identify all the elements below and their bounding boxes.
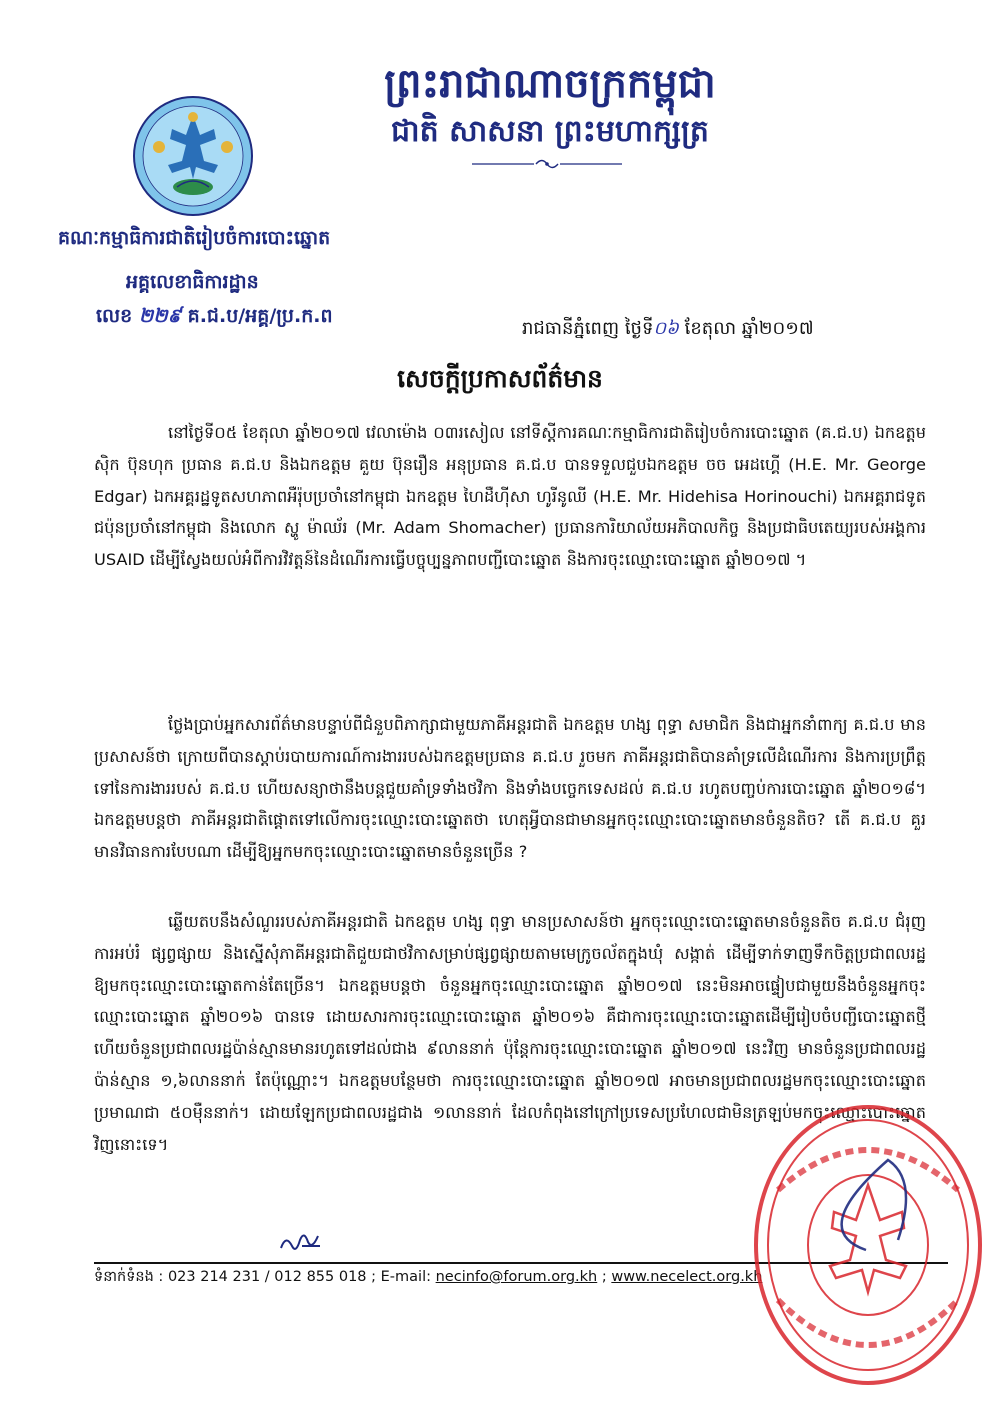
email-label: E-mail: — [380, 1269, 431, 1285]
ref-label: លេខ — [96, 305, 133, 327]
nec-emblem-icon — [132, 95, 254, 217]
dateline — [522, 316, 814, 343]
contact-phones: 023 214 231 / 012 855 018 ; — [167, 1269, 377, 1285]
reference-number — [96, 304, 333, 332]
dateline-prefix: រាជធានីភ្នំពេញ ថ្ងៃទី — [522, 318, 654, 339]
national-motto: ជាតិ សាសនា ព្រះមហាក្សត្រ — [391, 114, 709, 149]
dateline-day: ០៦ — [653, 318, 679, 339]
website-link[interactable]: www.necelect.org.kh — [611, 1269, 763, 1285]
body-paragraph-3: ឆ្លើយតបនឹងសំណួររបស់ភាគីអន្តរជាតិ ឯកឧត្តម ហង្ស ពុទ្ធា មានប្រសាសន៍ថា អ្នកចុះឈ្មោះបោះឆ្នោតមានចំនួនតិច គ.ជ.ប ជំរុញការអប់រំ ផ្សព្វផ្សាយ និងស្នើសុំភាគីអន្តរជាតិជួយជាថវិកាសម្រាប់ផ្សព្វផ្សាយតាមមេក្រូចល័តក្នុងឃុំ សង្កាត់ ដើម្បីទាក់ទាញទឹកចិត្តប្រជាពលរដ្ឋឱ្យមកចុះឈ្មោះបោះឆ្នោតកាន់តែច្រើន។ ឯកឧត្តមបន្តថា ចំនួនអ្នកចុះឈ្មោះបោះឆ្នោត ឆ្នាំ២០១៧ នេះមិនអាចផ្ទៀបជាមួយនឹងចំនួនអ្នកចុះឈ្មោះបោះឆ្នោត ឆ្នាំ២០១៦ បានទេ ដោយសារការចុះឈ្មោះបោះឆ្នោត ឆ្នាំ២០១៦ គឺជាការចុះឈ្មោះបោះឆ្នោតដើម្បីរៀបចំបញ្ជីបោះឆ្នោតថ្មី ហើយចំនួនប្រជាពលរដ្ឋប៉ាន់ស្មានមានរហូតទៅដល់ជាង ៩លាននាក់ ប៉ុន្តែការចុះឈ្មោះបោះឆ្នោត ឆ្នាំ២០១៧ នេះវិញ មានចំនួនប្រជាពលរដ្ឋប៉ាន់ស្មាន ១,៦លាននាក់ តែប៉ុណ្ណោះ។ ឯកឧត្តមបន្ថែមថា ការចុះឈ្មោះបោះឆ្នោត ឆ្នាំ២០១៧ អាចមានប្រជាពលរដ្ឋមកចុះឈ្មោះបោះឆ្នោតប្រមាណជា ៥០ម៉ឺននាក់។ ដោយឡែកប្រជាពលរដ្ឋជាង ១លាននាក់ ដែលកំពុងនៅក្រៅប្រទេសប្រហែលជាមិនត្រឡប់មកចុះឈ្មោះបោះឆ្នោតវិញនោះទេ។ — [94, 912, 926, 1154]
ref-number-value: ២២៩ — [138, 305, 182, 327]
handwritten-initials — [278, 1228, 324, 1256]
footer-contact — [94, 1268, 762, 1289]
contact-label: ទំនាក់ទំនង : — [94, 1269, 164, 1285]
body-paragraph-2: ថ្លែងប្រាប់អ្នកសារព័ត៌មានបន្ទាប់ពីជំនួបពិភាក្សាជាមួយភាគីអន្តរជាតិ ឯកឧត្តម ហង្ស ពុទ្ធា សមាជិក និងជាអ្នកនាំពាក្យ គ.ជ.ប មានប្រសាសន៍ថា ក្រោយពីបានស្ដាប់របាយការណ៍ការងាររបស់ឯកឧត្តមប្រធាន គ.ជ.ប រួចមក ភាគីអន្តរជាតិបានគាំទ្រលើដំណើរការ និងការប្រព្រឹត្តទៅនៃការងាររបស់ គ.ជ.ប ហើយសន្យាថានឹងបន្តជួយគាំទ្រទាំងថវិកា និងទាំងបច្ចេកទេសដល់ គ.ជ.ប រហូតបញ្ចប់ការបោះឆ្នោត ឆ្នាំ២០១៨។ ឯកឧត្តមបន្តថា ភាគីអន្តរជាតិផ្ដោតទៅលើការចុះឈ្មោះបោះឆ្នោតថា ហេតុអ្វីបានជាមានអ្នកចុះឈ្មោះបោះឆ្នោតមានចំនួនតិច? តើ គ.ជ.ប គួរមានវិធានការបែបណា ដើម្បីឱ្យអ្នកមកចុះឈ្មោះបោះឆ្នោតមានចំនួនច្រើន ? — [94, 715, 926, 862]
kingdom-heading: ព្រះរាជាណាចក្រកម្ពុជា — [384, 60, 716, 107]
ref-code: គ.ជ.ប/អគ្គ/ប្រ.ក.ព — [187, 305, 333, 327]
dateline-suffix: ខែតុលា ឆ្នាំ២០១៧ — [684, 318, 814, 339]
document-title: សេចក្ដីប្រកាសព័ត៌មាន — [397, 364, 603, 393]
official-seal-icon — [748, 1100, 988, 1390]
contact-separator: ; — [601, 1269, 607, 1285]
secretariat-name: អគ្គលេខាធិការដ្ឋាន — [126, 271, 259, 293]
body-paragraph-1: នៅថ្ងៃទី០៥ ខែតុលា ឆ្នាំ២០១៧ វេលាម៉ោង ០៣រសៀល នៅទីស្ដីការគណៈកម្មាធិការជាតិរៀបចំការបោះឆ្នោត (គ.ជ.ប) ឯកឧត្តម សុិក ប៊ុនហុក ប្រធាន គ.ជ.ប និងឯកឧត្តម គួយ ប៊ុនរឿន អនុប្រធាន គ.ជ.ប បានទទួលជួបឯកឧត្តម ចច អេដហ្គើ (H.E. Mr. George Edgar) ឯកអគ្គរដ្ឋទូតសហភាពអឺរ៉ុបប្រចាំនៅកម្ពុជា ឯកឧត្តម ហៃដឺហ៊ីសា ហូរីនូឈី (H.E. Mr. Hidehisa Horinouchi) ឯកអគ្គរាជទូតជប៉ុនប្រចាំនៅកម្ពុជា និងលោក ស្ហូ ម៉ាឈ័រ (Mr. Adam Shomacher) ប្រធានការិយាល័យអភិបាលកិច្ច និងប្រជាធិបតេយ្យរបស់អង្គការ USAID ដើម្បីស្វែងយល់អំពីការវិវត្តន៍នៃដំណើរការធ្វើបច្ចុប្បន្នភាពបញ្ជីបោះឆ្នោត និងការចុះឈ្មោះបោះឆ្នោត ឆ្នាំ២០១៧ ។ — [94, 423, 926, 570]
email-link[interactable]: necinfo@forum.org.kh — [435, 1269, 598, 1285]
ornament-divider — [472, 157, 622, 171]
organization-name: គណៈកម្មាធិការជាតិរៀបចំការបោះឆ្នោត — [58, 227, 331, 249]
